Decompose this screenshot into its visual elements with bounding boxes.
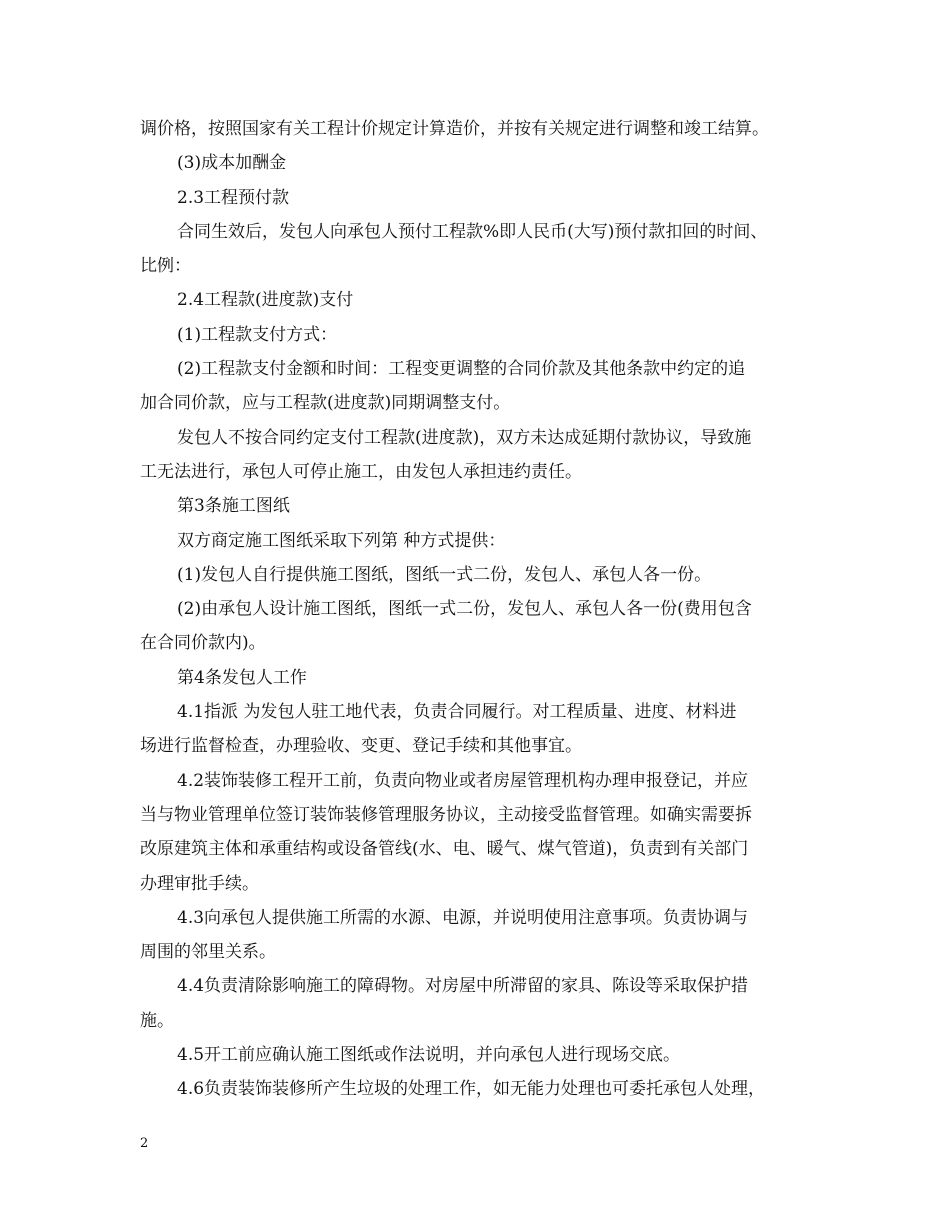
text-line: 调价格，按照国家有关工程计价规定计算造价，并按有关规定进行调整和竣工结算。 [140,119,769,139]
text-line: 2.3工程预付款 [177,187,290,208]
text-line: 改原建筑主体和承重结构或设备管线(水、电、暖气、煤气管道)，负责到有关部门 [140,839,749,860]
text-line: (3)成本加酬金 [177,153,287,174]
text-line: 4.2装饰装修工程开工前，负责向物业或者房屋管理机构办理申报登记，并应 [177,770,749,791]
text-line: 4.5开工前应确认施工图纸或作法说明，并向承包人进行现场交底。 [177,1045,681,1066]
text-line: 发包人不按合同约定支付工程款(进度款)，双方未达成延期付款协议，导致施 [177,427,752,448]
text-line: 第4条发包人工作 [177,667,307,688]
text-line: 周围的邻里关系。 [140,942,276,963]
text-line: (2)由承包人设计施工图纸，图纸一式二份，发包人、承包人各一份(费用包含 [177,599,752,620]
text-line: 2.4工程款(进度款)支付 [177,290,354,311]
text-line: 加合同价款，应与工程款(进度款)同期调整支付。 [140,393,511,414]
page-number: 2 [140,1136,149,1151]
text-line: (1)工程款支付方式： [177,324,338,345]
text-line: 4.3向承包人提供施工所需的水源、电源，并说明使用注意事项。负责协调与 [177,907,749,928]
text-line: (2)工程款支付金额和时间：工程变更调整的合同价款及其他条款中约定的追 [177,359,746,380]
text-line: 双方商定施工图纸采取下列第 种方式提供： [177,530,506,551]
text-line: 第3条施工图纸 [177,496,290,517]
text-line: (1)发包人自行提供施工图纸，图纸一式二份，发包人、承包人各一份。 [177,564,712,585]
text-line: 4.6负责装饰装修所产生垃圾的处理工作，如无能力处理也可委托承包人处理， [177,1079,766,1100]
text-line: 4.4负责清除影响施工的障碍物。对房屋中所滞留的家具、陈设等采取保护措 [177,976,749,997]
text-line: 办理审批手续。 [140,873,259,894]
text-line: 4.1指派 为发包人驻工地代表，负责合同履行。对工程质量、进度、材料进 [177,702,737,723]
text-line: 合同生效后，发包人向承包人预付工程款%即人民币(大写)预付款扣回的时间、 [177,221,768,242]
text-line: 场进行监督检查，办理验收、变更、登记手续和其他事宜。 [140,736,582,757]
document-body [140,112,820,1107]
text-line: 工无法进行，承包人可停止施工，由发包人承担违约责任。 [140,461,582,482]
text-line: 比例： [140,256,191,277]
text-line: 在合同价款内)。 [140,633,266,654]
text-line: 施。 [140,1010,174,1031]
text-line: 当与物业管理单位签订装饰装修管理服务协议，主动接受监督管理。如确实需要拆 [140,804,752,825]
